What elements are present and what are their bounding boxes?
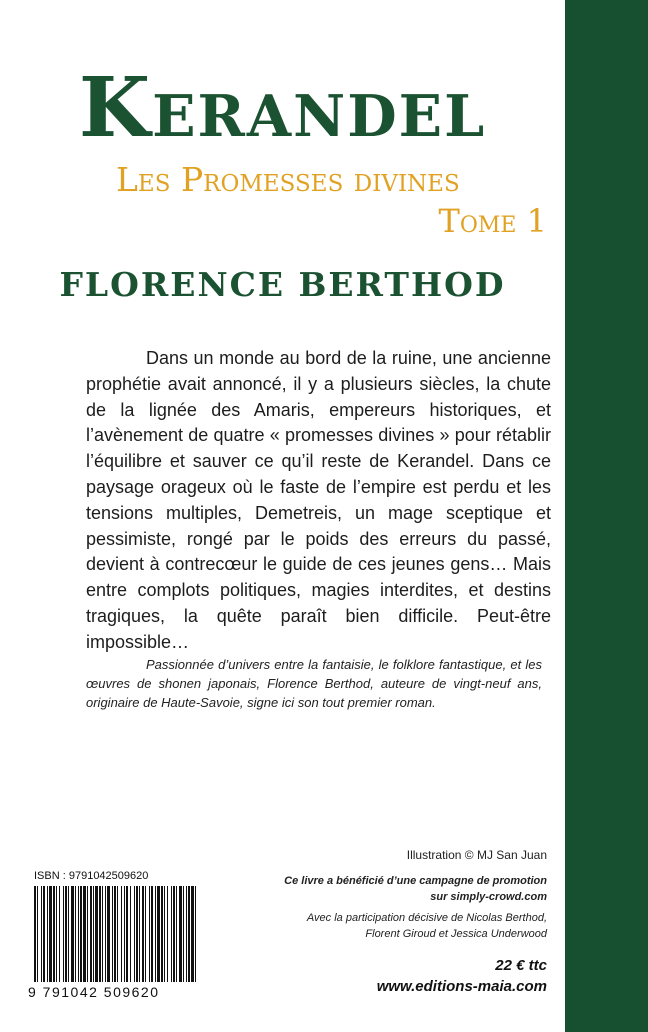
barcode-bar [43, 886, 45, 982]
participation-line: Avec la participation décisive de Nicolas Berthod, [306, 912, 547, 924]
barcode-bar [49, 886, 52, 982]
barcode-bar [155, 886, 156, 982]
barcode-bar [186, 886, 187, 982]
barcode-bars [28, 886, 200, 984]
author-bio: Passionnée d’univers entre la fantaisie, le folklore fantastique, et les œuvres de shonen japonais, Florence Berthod, auteure de vingt-neuf ans, originaire de Haute-Savoie, signe ici son tout premier roman. [86, 657, 542, 710]
promotion-line: Ce livre a bénéficié d’une campagne de promotion [284, 875, 547, 887]
barcode-bar [102, 886, 103, 982]
barcode-bar [173, 886, 175, 982]
barcode-bar [87, 886, 88, 982]
barcode-bar [71, 886, 74, 982]
promotion-note [257, 873, 547, 905]
barcode-bar [63, 886, 64, 982]
barcode-bar [114, 886, 116, 982]
isbn-barcode [28, 870, 200, 1005]
barcode-bar [134, 886, 135, 982]
participation-line: Florent Giroud et Jessica Underwood [365, 928, 547, 940]
book-volume: Tome 1 [438, 202, 547, 240]
book-subtitle: Les Promesses divines [116, 160, 460, 199]
barcode-bar [37, 886, 38, 982]
barcode-bar [59, 886, 60, 982]
barcode-bar [65, 886, 67, 982]
barcode-bar [34, 886, 36, 982]
book-title: Kerandel [78, 60, 487, 156]
price: 22 € ttc [495, 957, 547, 974]
barcode-bar [117, 886, 118, 982]
barcode-bar [41, 886, 42, 982]
participation-note [257, 910, 547, 942]
barcode-bar [99, 886, 101, 982]
promotion-line: sur simply-crowd.com [430, 891, 547, 903]
barcode-bar [68, 886, 69, 982]
book-blurb: Dans un monde au bord de la ruine, une ancienne prophétie avait annoncé, il y a plusieurs siècles, la chute de la lignée des Amaris, empereurs historiques, et l’avènement de quatre « promesses divines » pour rétablir l’équilibre et sauver ce qu’il reste de Kerandel. Dans ce paysage orageux où le faste de l’empire est perdu et les tensions multiples, Demetreis, un mage sceptique et pessimiste, rongé par le poids des erreurs du passé, devient à contrecœur le guide de ces jeunes gens… Mais entre complots politiques, magies interdites, et destins tragiques, la quête paraît bien difficile. Peut-être impossible… [86, 348, 551, 652]
barcode-bar [47, 886, 48, 982]
barcode-bar [136, 886, 138, 982]
barcode-bar [195, 886, 196, 982]
isbn-label: ISBN : 9791042509620 [34, 870, 149, 882]
barcode-bar [121, 886, 122, 982]
barcode-bar [151, 886, 153, 982]
book-author: FLORENCE BERTHOD [59, 265, 506, 304]
barcode-bar [167, 886, 168, 982]
barcode-bar [105, 886, 106, 982]
barcode-bar [124, 886, 125, 982]
barcode-bar [139, 886, 140, 982]
barcode-bar [93, 886, 94, 982]
barcode-bar [112, 886, 113, 982]
barcode-bar [183, 886, 184, 982]
barcode-bar [90, 886, 92, 982]
barcode-bar [80, 886, 82, 982]
barcode-bar [157, 886, 160, 982]
barcode-bar [149, 886, 150, 982]
barcode-bar [188, 886, 190, 982]
barcode-bar [161, 886, 163, 982]
barcode-bar [107, 886, 110, 982]
barcode-bar [171, 886, 172, 982]
barcode-bar [164, 886, 165, 982]
barcode-bar [191, 886, 194, 982]
barcode-bar [142, 886, 144, 982]
barcode-bar [179, 886, 182, 982]
barcode-bar [95, 886, 98, 982]
illustration-credit: Illustration © MJ San Juan [406, 848, 547, 862]
barcode-digits: 9 791042 509620 [28, 984, 160, 1000]
publisher-website: www.editions-maia.com [376, 978, 547, 995]
barcode-bar [75, 886, 76, 982]
barcode-bar [83, 886, 86, 982]
barcode-bar [176, 886, 177, 982]
barcode-bar [53, 886, 55, 982]
barcode-bar [78, 886, 79, 982]
spine-band [565, 0, 648, 1032]
barcode-bar [56, 886, 57, 982]
barcode-bar [145, 886, 146, 982]
barcode-bar [130, 886, 131, 982]
barcode-bar [126, 886, 128, 982]
